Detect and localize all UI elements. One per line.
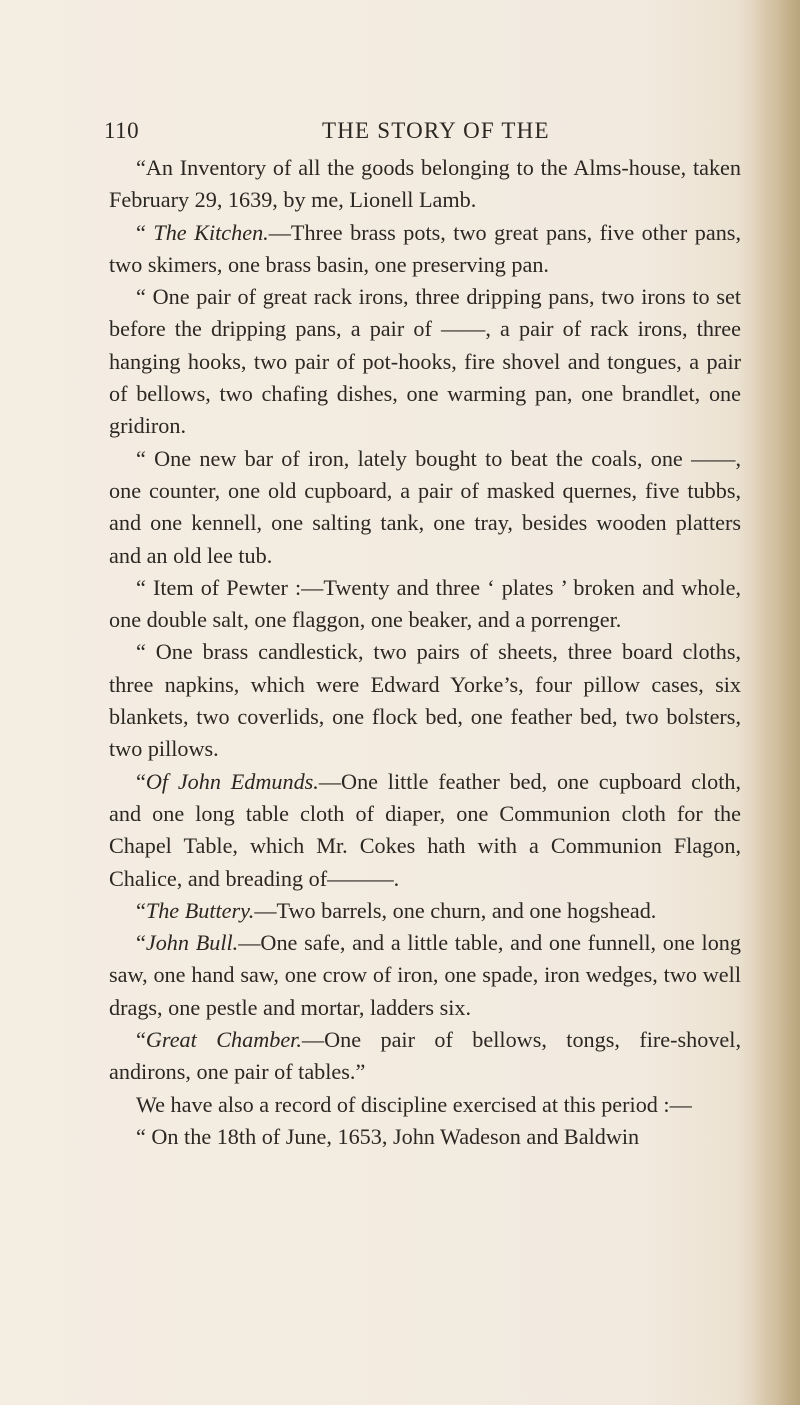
paragraph-linens: “ One brass candlestick, two pairs of sheets, three board cloths, three napkins, which were Edward Yorke’s, four pillow cases, six blankets, two coverlids, one flock bed, one feather bed, two bolsters, two pillows. bbox=[109, 639, 741, 762]
section-heading: The Kitchen. bbox=[153, 219, 269, 245]
section-heading: Of John Edmunds. bbox=[145, 768, 319, 794]
section-heading: Great Chamber. bbox=[145, 1027, 302, 1053]
paragraph-pewter: “ Item of Pewter :—Twenty and three ‘ plates ’ broken and whole, one double salt, one flaggon, one beaker, and a porrenger. bbox=[109, 574, 741, 633]
section-heading: The Buttery. bbox=[145, 897, 255, 923]
paragraph-kitchen: “ The Kitchen.—Three brass pots, two great pans, five other pans, two skimers, one brass basin, one preserving pan. bbox=[109, 219, 741, 277]
paragraph-bar-of-iron: “ One new bar of iron, lately bought to beat the coals, one ——, one counter, one old cupboard, a pair of masked quernes, five tubbs, and one kennell, one salting tank, one tray, besides wooden platters and an old lee tub. bbox=[109, 445, 741, 568]
paragraph-john-edmunds: “Of John Edmunds.—One little feather bed, one cupboard cloth, and one long table cloth of diaper, one Communion cloth for the Chapel Table, which Mr. Cokes hath with a Communion Flagon, Chalice, and breading of———. bbox=[109, 768, 741, 891]
paragraph-wadeson: “ On the 18th of June, 1653, John Wadeson and Baldwin bbox=[136, 1123, 640, 1149]
page-body bbox=[109, 152, 741, 1153]
page-header bbox=[104, 118, 744, 148]
page-edge-shadow bbox=[752, 0, 800, 1405]
paragraph-rack-irons: “ One pair of great rack irons, three dripping pans, two irons to set before the dripping pans, a pair of ——, a pair of rack irons, three hanging hooks, two pair of pot-hooks, fire shovel and tongues, a pair of bellows, two chafing dishes, one warming pan, one brandlet, one gridiron. bbox=[109, 284, 741, 439]
section-heading: John Bull. bbox=[145, 930, 239, 956]
paragraph-great-chamber: “Great Chamber.—One pair of bellows, tongs, fire-shovel, andirons, one pair of tables.” bbox=[109, 1027, 741, 1085]
page-number: 110 bbox=[104, 118, 140, 143]
running-title: THE STORY OF THE bbox=[322, 118, 550, 143]
paragraph-buttery: “The Buttery.—Two barrels, one churn, and one hogshead. bbox=[136, 897, 657, 923]
paragraph-inventory-intro: “An Inventory of all the goods belonging to the Alms-house, taken February 29, 1639, by me, Lionell Lamb. bbox=[109, 155, 741, 213]
paragraph-john-bull: “John Bull.—One safe, and a little table, and one funnell, one long saw, one hand saw, one crow of iron, one spade, iron wedges, two well drags, one pestle and mortar, ladders six. bbox=[109, 930, 741, 1020]
paragraph-discipline: We have also a record of discipline exercised at this period :— bbox=[136, 1091, 692, 1117]
